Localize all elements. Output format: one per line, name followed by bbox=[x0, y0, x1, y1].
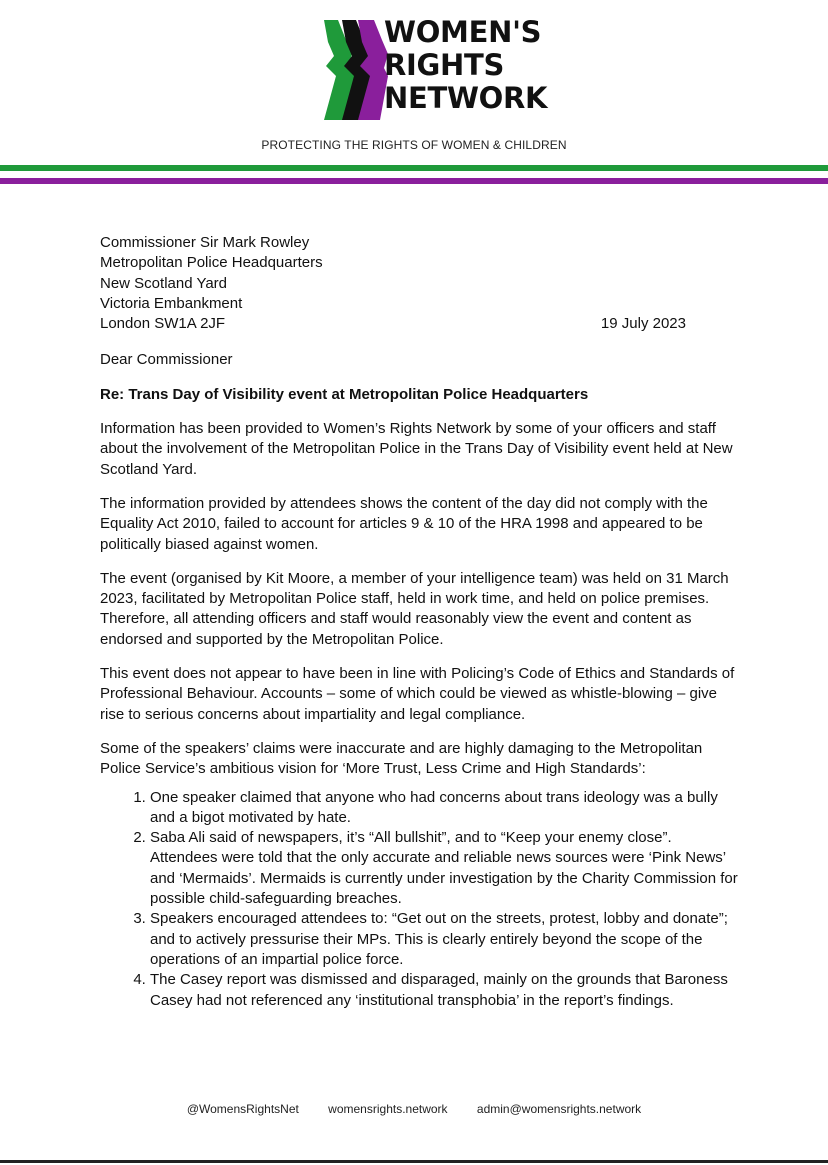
salutation: Dear Commissioner bbox=[100, 351, 233, 369]
paragraph: Information has been provided to Women’s Rights Network by some of your officers and staff about the involvement of the Metropolitan Police in the Trans Day of Visibility event held at New Scotland Yard. bbox=[100, 420, 733, 478]
address-line: Victoria Embankment bbox=[100, 294, 243, 312]
address-line: Commissioner Sir Mark Rowley bbox=[100, 234, 310, 251]
recipient-address bbox=[100, 233, 740, 334]
women-profiles-logo-icon bbox=[318, 18, 390, 122]
list-item: 2. Saba Ali said of newspapers, it’s “All bullshit”, and to “Keep your enemy close”. Attendees were told that the only accurate and reliable news sources were ‘Pink News’ and ‘Mermaids’. Mermaids is currently under investigation by the Charity Commission for possible child-safeguarding breaches. bbox=[150, 828, 740, 909]
address-line: New Scotland Yard bbox=[100, 274, 228, 292]
logo-line-2: RIGHTS bbox=[384, 48, 505, 82]
subject-line: Re: Trans Day of Visibility event at Metropolitan Police Headquarters bbox=[100, 385, 589, 403]
paragraph: The event (organised by Kit Moore, a member of your intelligence team) was held on 31 March 2023, facilitated by Metropolitan Police staff, held in work time, and held on police premises. Therefore, all attending officers and staff would reasonably view the event and content as endorsed and supported by the Metropolitan Police. bbox=[100, 569, 729, 648]
letter-date: 19 July 2023 bbox=[600, 315, 686, 333]
paragraph: Some of the speakers’ claims were inaccurate and are highly damaging to the Metropolitan Police Service’s ambitious vision for ‘More Trust, Less Crime and High Standards’: bbox=[100, 739, 703, 778]
footer bbox=[0, 1102, 828, 1116]
paragraph: The information provided by attendees shows the content of the day did not comply with the Equality Act 2010, failed to account for articles 9 & 10 of the HRA 1998 and appeared to be politically biased against women. bbox=[100, 494, 708, 553]
logo-line-3: NETWORK bbox=[384, 81, 548, 115]
paragraph: This event does not appear to have been in line with Policing’s Code of Ethics and Standards of Professional Behaviour. Accounts – some of which could be viewed as whistle-blowing – give rise to serious concerns about impartiality and legal compliance. bbox=[100, 665, 735, 723]
logo-wordmark bbox=[384, 16, 547, 115]
wrn-logo bbox=[318, 16, 568, 126]
list-item: 1. One speaker claimed that anyone who had concerns about trans ideology was a bully and a bigot motivated by hate. bbox=[150, 788, 740, 829]
address-line: Metropolitan Police Headquarters bbox=[100, 254, 323, 272]
address-last-row bbox=[100, 314, 686, 334]
claims-list bbox=[100, 788, 740, 1011]
logo-line-1: WOMEN'S bbox=[384, 15, 542, 49]
address-line: London SW1A 2JF bbox=[100, 315, 226, 333]
list-item: 3. Speakers encouraged attendees to: “Get out on the streets, protest, lobby and donate”; and to actively pressurise their MPs. This is clearly entirely beyond the scope of the operations of an impartial police force. bbox=[150, 909, 740, 970]
bottom-border bbox=[0, 1160, 828, 1163]
twitter-handle[interactable]: @WomensRightsNet bbox=[186, 1102, 299, 1116]
tagline: PROTECTING THE RIGHTS OF WOMEN & CHILDREN bbox=[261, 138, 567, 152]
purple-divider bbox=[0, 178, 828, 184]
list-item: 4. The Casey report was dismissed and disparaged, mainly on the grounds that Baroness Casey had not referenced any ‘institutional transphobia’ in the report’s findings. bbox=[150, 970, 740, 1011]
email-link[interactable]: admin@womensrights.network bbox=[476, 1102, 642, 1116]
website-link[interactable]: womensrights.network bbox=[328, 1102, 448, 1116]
green-divider bbox=[0, 165, 828, 171]
letter-body bbox=[100, 233, 740, 1011]
